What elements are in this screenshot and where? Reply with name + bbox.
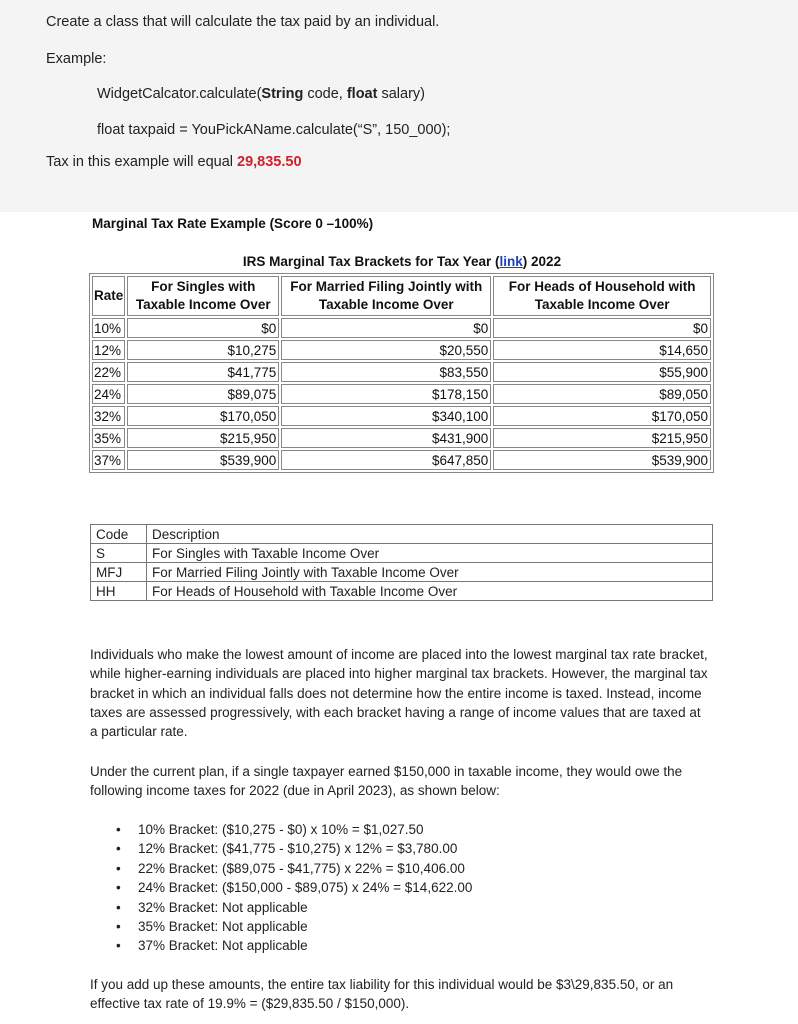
table-row [92,362,711,382]
table-row [92,406,711,426]
bullet-icon: • [116,880,121,896]
tax-brackets-table [89,273,714,473]
table-row [91,582,713,601]
list-item-text: 24% Bracket: ($150,000 - $89,075) x 24% = $14,622.00 [138,880,473,896]
signature-suffix: salary) [377,86,425,102]
example-intro-paragraph: Under the current plan, if a single taxpayer earned $150,000 in taxable income, they would owe the following income taxes for 2022 (due in April 2023), as shown below: [90,764,683,799]
mfj-cell: $340,100 [281,406,491,426]
list-item-text: 37% Bracket: Not applicable [138,938,308,954]
table-header-row [92,276,711,316]
singles-cell: $215,950 [127,428,279,448]
prompt-text: Create a class that will calculate the tax paid by an individual. [46,14,440,30]
code-cell: HH [91,582,147,601]
header-rate: Rate [92,276,125,316]
table-caption [90,254,714,269]
bullet-icon: • [116,918,121,934]
table-row [91,563,713,582]
code-cell: MFJ [91,563,147,582]
list-item [90,917,472,936]
assignment-prompt [0,0,798,212]
example-label: Example: [46,51,107,67]
hh-cell: $14,650 [493,340,711,360]
bullet-icon: • [116,860,121,876]
description-cell: For Heads of Household with Taxable Income Over [147,582,713,601]
header-mfj: For Married Filing Jointly with Taxable Income Over [281,276,491,316]
rate-cell: 37% [92,450,125,470]
singles-cell: $89,075 [127,384,279,404]
singles-cell: $10,275 [127,340,279,360]
hh-cell: $0 [493,318,711,338]
rate-cell: 32% [92,406,125,426]
section-title: Marginal Tax Rate Example (Score 0 –100%) [92,216,374,231]
bullet-icon: • [116,938,121,954]
mfj-cell: $20,550 [281,340,491,360]
result-prefix: Tax in this example will equal [46,154,238,170]
hh-cell: $539,900 [493,450,711,470]
mfj-cell: $83,550 [281,362,491,382]
table-row [92,340,711,360]
rate-cell: 22% [92,362,125,382]
list-item-text: 32% Bracket: Not applicable [138,899,308,915]
mfj-cell: $0 [281,318,491,338]
rate-cell: 10% [92,318,125,338]
bullet-icon: • [116,822,121,837]
signature-prefix: WidgetCalcator.calculate( [97,86,262,102]
expected-result [46,154,302,170]
header-singles: For Singles with Taxable Income Over [127,276,279,316]
code-cell: S [91,544,147,563]
mfj-cell: $431,900 [281,428,491,448]
list-item-text: 12% Bracket: ($41,775 - $10,275) x 12% = $3,780.00 [138,841,458,857]
list-item-text: 35% Bracket: Not applicable [138,918,308,934]
singles-cell: $539,900 [127,450,279,470]
hh-cell: $215,950 [493,428,711,448]
list-item [90,839,472,858]
header-hh: For Heads of Household with Taxable Income Over [493,276,711,316]
signature-type-float: float [346,86,378,102]
rate-cell: 24% [92,384,125,404]
mfj-cell: $178,150 [281,384,491,404]
signature-type-string: String [261,86,304,102]
codes-header-row [91,525,713,544]
result-value: 29,835.50 [237,154,302,170]
mfj-cell: $647,850 [281,450,491,470]
list-item-text: 22% Bracket: ($89,075 - $41,775) x 22% = $10,406.00 [138,860,465,876]
rate-cell: 12% [92,340,125,360]
description-cell: For Married Filing Jointly with Taxable Income Over [147,563,713,582]
table-row [92,318,711,338]
header-description: Description [147,525,713,544]
explanation-paragraph: Individuals who make the lowest amount of income are placed into the lowest marginal tax rate bracket, while higher-earning individuals are placed into higher marginal tax brackets. However, the marginal tax bracket in which an individual falls does not determine how the entire income is taxed. Instead, income taxes are assessed progressively, with each bracket having a range of income values that are taxed at a particular rate. [90,647,708,740]
list-item-text: 10% Bracket: ($10,275 - $0) x 10% = $1,027.50 [138,822,424,837]
signature-mid: code, [303,86,347,102]
example-call: float taxpaid = YouPickAName.calculate(“S”, 150_000); [97,122,451,138]
hh-cell: $170,050 [493,406,711,426]
bracket-breakdown-list [90,820,472,956]
bullet-icon: • [116,899,121,915]
list-item [90,859,472,878]
hh-cell: $89,050 [493,384,711,404]
method-signature [97,86,425,102]
caption-prefix: IRS Marginal Tax Brackets for Tax Year ( [242,254,500,269]
summary-paragraph: If you add up these amounts, the entire tax liability for this individual would be $3\29,835.50, or an effective tax rate of 19.9% = ($29,835.50 / $150,000). [90,977,674,1012]
list-item [90,878,472,897]
list-item [90,936,472,955]
list-item [90,898,472,917]
list-item [90,820,472,839]
table-row [91,544,713,563]
table-row [92,450,711,470]
rate-cell: 35% [92,428,125,448]
singles-cell: $41,775 [127,362,279,382]
singles-cell: $0 [127,318,279,338]
filing-codes-table [90,524,713,601]
header-code: Code [91,525,147,544]
table-row [92,384,711,404]
irs-link[interactable]: link [499,254,523,269]
caption-suffix: ) 2022 [522,254,562,269]
hh-cell: $55,900 [493,362,711,382]
singles-cell: $170,050 [127,406,279,426]
description-cell: For Singles with Taxable Income Over [147,544,713,563]
table-row [92,428,711,448]
bullet-icon: • [116,841,121,857]
